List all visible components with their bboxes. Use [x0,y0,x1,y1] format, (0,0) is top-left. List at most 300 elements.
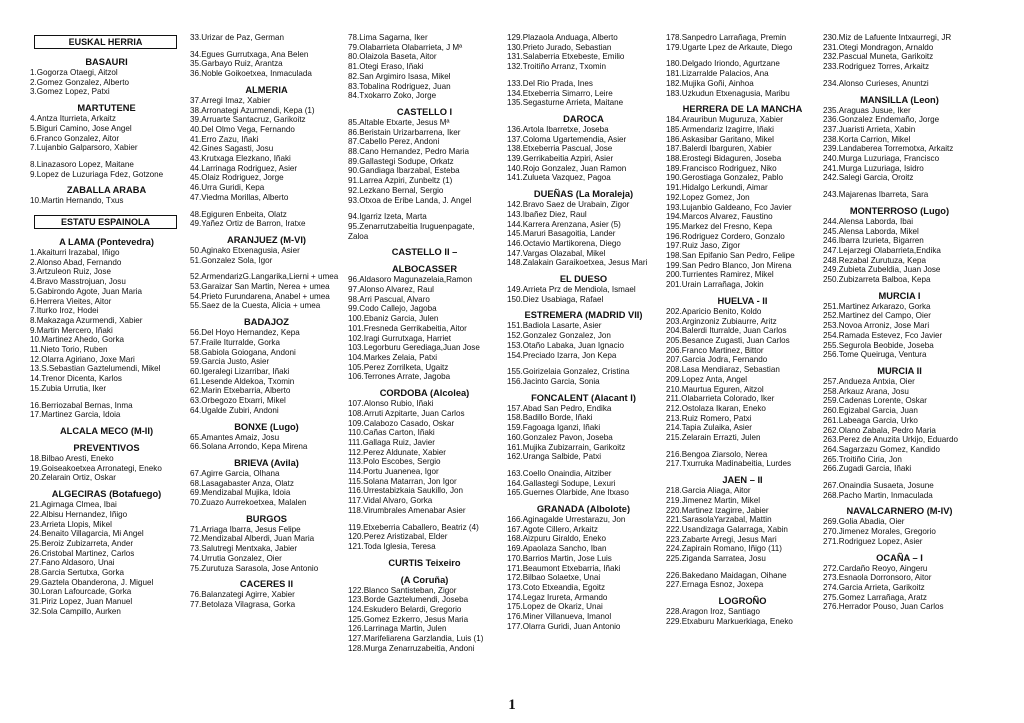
column-3 [348,33,501,654]
prisoner-entry: 34.Egues Gurrutxaga, Ana Belen [190,49,309,59]
prisoner-entry: 160.Gonzalez Pavon, Joseba [507,432,613,442]
prisoner-entry: 53.Garaizar San Martin, Nerea + umea [190,282,330,292]
prisoner-entry: 129.Plazaola Anduaga, Alberto [507,33,618,42]
prisoner-entry: 98.Arri Pascual, Alvaro [348,294,430,304]
prisoner-entry: 211.Olabarrieta Colorado, Iker [666,394,775,404]
prisoner-entry: 67.Agirre Garcia, Olhana [190,468,280,478]
prisoner-entry: 140.Rojo Gonzalez, Juan Ramon [507,163,627,173]
prisoner-entry: 153.Otaño Labaka, Juan Ignacio [507,340,624,350]
spacer [507,72,660,79]
prisoner-entry: 204.Balerdi Iturralde, Juan Carlos [666,326,787,336]
prisoner-entry: 188.Erostegi Bidaguren, Joseba [666,154,782,164]
prisoner-entry: 147.Vargas Olazabal, Mikel [507,248,606,258]
prisoner-entry: 190.Gerostiaga Gonzalez, Pablo [666,173,783,183]
prisoner-entry: 207.Garcia Jodra, Fernando [666,355,768,365]
prisoner-entry: 209.Lopez Anta, Angel [666,374,748,384]
prisoner-entry: 27.Fano Aldasoro, Unai [30,558,115,568]
prisoner-entry: 197.Ruiz Jaso, Zigor [666,241,741,251]
prisoner-entry: 99.Codo Callejo, Jagoba [348,304,437,314]
prisoner-entry: 191.Hidalgo Lerkundi, Aimar [666,183,768,193]
prisoner-entry: 208.Lasa Mendiaraz, Sebastian [666,365,780,375]
prisoner-entry: 55.Saez de la Cuesta, Alicia + umea [190,301,321,311]
prisoner-entry: 6.Franco Gonzalez, Aitor [30,133,120,143]
prisoner-entry: 2.Gomez Gonzalez, Alberto [30,77,129,87]
prisoner-entry: 8.Linazasoro Lopez, Maitane [30,159,134,169]
prisoner-entry: 175.Lopez de Okariz, Unai [507,602,603,612]
prisoner-entry: 73.Salutregi Mentxaka, Jabier [190,544,298,554]
prisoner-entry: 173.Coto Etxeandia, Egoitz [507,582,606,592]
prisoner-entry: 7.Iturko Iroz, Hodei [30,306,99,316]
prisoner-entry: 177.Olarra Guridi, Juan Antonio [507,621,621,631]
prisoner-entry: 3.Gomez Lopez, Patxi [30,87,110,97]
prisoner-entry: 132.Troitiño Arranz, Txomin [507,62,606,72]
prisoner-entry: 92.Lezkano Bernal, Sergio [348,185,444,195]
prisoner-entry: 30.Loran Lafourcade, Gorka [30,587,132,597]
prisoner-entry: 8.Makazaga Azurmendi, Xabier [30,315,143,325]
prisoner-entry: 246.Ibarra Izurieta, Bigarren [823,236,924,246]
prisoner-entry: 137.Coloma Ugartemendia, Asier [507,134,627,144]
prisoner-entry: 233.Rodriguez Torres, Arkaitz [823,62,930,72]
prisoner-entry: 192.Lopez Gomez, Jon [666,192,750,202]
prisoner-entry: 252.Martinez del Campo, Oier [823,311,931,321]
prisoner-entry: 5.Gabirondo Agote, Juan Maria [30,286,143,296]
prisoner-entry: 250.Zubizarreta Balboa, Kepa [823,275,931,285]
prisoner-entry: 155.Goirizelaia Gonzalez, Cristina [507,367,630,377]
prisoner-entry: 206.Franco Martinez, Bittor [666,345,764,355]
prisoner-entry: 194.Marcos Alvarez, Faustino [666,212,773,222]
prisoner-entry: 66.Solana Arrondo, Kepa Mirena [190,442,308,452]
prisoner-entry: 159.Fagoaga Iganzi, Iñaki [507,423,601,433]
prison-heading: ALCALA MECO (M-II) [59,425,154,436]
page-number: 1 [508,697,516,713]
prison-heading: BASAURI [85,57,128,67]
prisoner-entry: 178.Sanpedro Larrañaga, Premin [666,33,787,42]
prisoner-entry: 259.Cadenas Lorente, Oskar [823,396,927,406]
prisoner-entry: 265.Troitiño Ciria, Jon [823,454,902,464]
prisoner-entry: 77.Betolaza Vilagrasa, Gorka [190,599,296,609]
prison-heading: NAVALCARNERO (M-IV) [846,506,953,517]
prison-heading: BONXE (Lugo) [234,421,299,432]
prisoner-entry: 64.Ugalde Zubiri, Andoni [190,405,279,415]
prisoner-entry: 2.Alonso Abad, Fernando [30,257,122,267]
prisoner-entry: 260.Egizabal Garcia, Juan [823,406,918,416]
prisoner-entry: 163.Coello Onaindia, Aitziber [507,468,612,478]
prisoner-entry: 141.Zulueta Vazquez, Pagoa [507,173,611,183]
prisoner-entry: 69.Mendizabal Mujika, Idoia [190,488,291,498]
prisoner-entry: 258.Arkauz Arana, Josu [823,386,909,396]
prisoner-entry: 171.Beaumont Etxebarria, Iñaki [507,563,621,573]
prisoner-entry: 241.Murga Luzuriaga, Isidro [823,163,924,173]
spacer [190,203,343,210]
prisoner-entry: 203.Arginzoniz Zubiaurre, Aritz [666,316,777,326]
prisoner-entry: 150.Diez Usabiaga, Rafael [507,294,604,304]
prisoner-entry: 101.Fresneda Gerrikabeitia, Aitor [348,323,467,333]
prison-heading: ALMERIA [245,84,288,95]
prisoner-entry: 128.Murga Zenarruzabeitia, Andoni [348,643,475,653]
prisoner-entry: 65.Amantes Amaiz, Josu [190,432,280,442]
prisoner-entry: 166.Aginagalde Urrestarazu, Jon [507,515,626,525]
prisoner-entry: 72.Mendizabal Alberdi, Juan Maria [190,534,315,544]
prisoner-entry: 4.Bravo Masstrojuan, Josu [30,277,126,287]
prisoner-entry: 235.Araguas Jusue, Iker [823,105,911,115]
prisoner-entry: 139.Gerrikabeitia Azpiri, Asier [507,154,614,164]
prisoner-entry: 4.Antza Iturrieta, Arkaitz [30,114,116,124]
prisoner-entry: 215.Zelarain Errazti, Julen [666,433,761,443]
prisoner-entry: 125.Gomez Ezkerro, Jesus Maria [348,614,469,624]
prisoner-entry: 157.Abad San Pedro, Endika [507,403,612,413]
prisoner-entry: 102.Iragi Gurrutxaga, Harriet [348,333,452,343]
prisoner-entry: 37.Arregi Imaz, Xabier [190,95,271,105]
prison-heading: EL DUESO [559,274,608,285]
prisoner-entry: 162.Uranga Salbide, Patxi [507,452,602,462]
prisoner-entry: 26.Cristobal Martinez, Carlos [30,548,135,558]
prisoner-entry: 127.Marifeliarena Garzlandia, Luis (1) [348,634,484,644]
prisoner-entry: 85.Altable Etxarte, Jesus Mª [348,117,450,127]
prisoner-entry: 151.Badiola Lasarte, Asier [507,321,602,331]
prisoner-entry: 144.Karrera Arenzana, Asier (5) [507,219,621,229]
prisoner-entry: 80.Olaizola Baseta, Aitor [348,52,437,62]
prisoner-entry: 142.Bravo Saez de Urabain, Zigor [507,200,630,210]
prisoner-entry: 113.Polo Escobes, Sergio [348,457,441,467]
prisoner-entry: 264.Sagarzazu Gomez, Kandido [823,444,940,454]
prisoner-entry: 267.Onaindia Susaeta, Josune [823,481,934,491]
prisoner-entry: 31.Piriz Lopez, Juan Manuel [30,597,133,607]
prison-heading: CASTELLO II – [391,247,458,258]
prisoner-entry: 247.Lejarzegi Olabarrieta,Endika [823,245,941,255]
prisoner-entry: 229.Etxaburu Markuerkiaga, Eneko [666,616,793,626]
prisoner-entry: 276.Herrador Pouso, Juan Carlos [823,602,944,612]
prisoner-entry: 146.Octavio Martikorena, Diego [507,238,621,248]
prisoner-entry: 91.Larrea Azpiri, Zunbeltz (1) [348,176,453,186]
prisoner-entry: 238.Korta Carrion, Mikel [823,134,911,144]
prisoner-entry: 136.Artola Ibarretxe, Joseba [507,124,609,134]
prison-heading: MURCIA II [877,365,922,376]
prisoner-entry: 100.Ebaniz Garcia, Julen [348,314,439,324]
prisoner-entry: 75.Zurutuza Sarasola, Jose Antonio [190,563,319,573]
prisoner-entry: 195.Markez del Fresno, Kepa [666,221,773,231]
prison-heading: BRIEVA (Avila) [234,457,299,468]
prisoner-entry: 149.Arrieta Prz de Mendiola, Ismael [507,285,636,295]
prisoner-entry: 24.Benaito Villagarcia, Mi Angel [30,529,144,539]
prisoner-entry: 86.Beristain Urizarbarrena, Iker [348,127,461,137]
prisoner-entry: 126.Larrinaga Martin, Julen [348,624,447,634]
prisoner-entry: 109.Calabozo Casado, Oskar [348,418,455,428]
prisoner-entry: 78.Lima Sagarna, Iker [348,33,428,42]
prisoner-entry: 274.Garcia Arrieta, Garikoitz [823,582,925,592]
prisoner-entry: 116.Urrestabizkaia Saukillo, Jon [348,486,464,496]
prisoner-entry: 90.Gandiaga Ibarzabal, Esteba [348,166,460,176]
prisoner-entry: 236.Gonzalez Endemaño, Jorge [823,115,940,125]
region-box-heading: EUSKAL HERRIA [34,35,177,49]
prisoner-entry: 44.Larrinaga Rodriguez, Asier [190,163,298,173]
prisoner-entry: 272.Cardaño Reoyo, Aingeru [823,563,928,573]
prisoner-entry: 199.San Pedro Blanco, Jon Mirena [666,260,792,270]
prisoner-entry: 94.Igarriz Izeta, Marta [348,212,427,222]
prisoner-entry: 224.Zapirain Romano, Iñigo (11) [666,544,782,554]
prisoner-entry: 61.Lesende Aldekoa, Txomin [190,376,295,386]
prison-heading: (A Coruña) [400,574,449,585]
prisoner-entry: 263.Perez de Anuzita Urkijo, Eduardo [823,435,958,445]
prisoner-entry: 130.Prieto Jurado, Sebastian [507,42,612,52]
prisoner-entry: 253.Novoa Arroniz, Jose Mari [823,321,930,331]
prison-heading: ALGECIRAS (Botafuego) [51,489,162,500]
prisoner-entry: 244.Alensa Laborda, Ibai [823,216,913,226]
prisoner-entry: 245.Alensa Laborda, Mikel [823,226,919,236]
prisoner-entry: 123.Borde Gaztelumendi, Joseba [348,595,469,605]
spacer [823,72,976,79]
prisoner-entry: 95.Zenarrutzabeitia Iruguenpagate, [348,221,475,231]
prisoner-entry: 180.Delgado Iriondo, Agurtzane [666,59,780,69]
prisoner-entry: 164.Gallastegi Sodupe, Lexuri [507,478,616,488]
prisoner-entry: 58.Gabiola Goiogana, Andoni [190,347,296,357]
prisoner-entry: 104.Markes Zelaia, Patxi [348,352,438,362]
prisoner-entry: 15.Zubia Urrutia, Iker [30,383,107,393]
prison-heading: ZABALLA ARABA [66,185,147,196]
prisoner-entry: 112.Perez Aldunate, Xabier [348,447,446,457]
prisoner-entry: 240.Murga Luzuriaga, Francisco [823,154,940,164]
column-2 [190,33,343,610]
prisoner-entry: 29.Gaztela Obanderona, J. Miguel [30,577,154,587]
prisoner-entry: 230.Miz de Lafuente Intxaurregi, JR [823,33,952,42]
spacer [823,474,976,481]
prisoner-entry: 255.Segurola Beobide, Joseba [823,340,934,350]
spacer [348,205,501,212]
prisoner-entry: 133.Del Rio Prada, Ines [507,78,593,88]
spacer [30,153,183,160]
prison-heading: ARANJUEZ (M-VI) [226,234,307,245]
prisoner-entry: 54.Prieto Furundarena, Anabel + umea [190,291,330,301]
prisoner-entry: 251.Martinez Arkarazo, Gorka [823,301,931,311]
prisoner-entry: 169.Apaolaza Sancho, Iban [507,544,607,554]
prisoner-entry: 68.Lasagabaster Anza, Olatz [190,478,294,488]
prisoner-entry: 275.Gomez Larrañaga, Aratz [823,592,927,602]
column-6 [823,33,976,612]
prisoner-entry: 218.Garcia Aliaga, Aitor [666,486,751,496]
prison-heading: DAROCA [563,113,604,124]
prisoner-entry: 121.Toda Iglesia, Teresa [348,541,436,551]
prisoner-entry: 40.Del Olmo Vega, Fernando [190,124,295,134]
prisoner-entry: 186.Askasibar Garitano, Mikel [666,134,774,144]
prisoner-entry: 103.Legorburu Gerediaga,Juan Jose [348,343,480,353]
prisoner-entry: 108.Arruti Azpitarte, Juan Carlos [348,408,465,418]
prisoner-entry: 216.Bengoa Ziarsolo, Nerea [666,449,768,459]
prison-heading: CORDOBA (Alcolea) [379,388,470,399]
prisoner-entry: 148.Zalakain Garaikoetxea, Jesus Mari [507,258,648,268]
prisoner-entry: 35.Garbayo Ruiz, Arantza [190,59,283,69]
prisoner-entry: 33.Urizar de Paz, German [190,33,285,42]
prisoner-entry: 179.Ugarte Lpez de Arkaute, Diego [666,42,793,52]
spacer [30,394,183,401]
prisoner-entry: 183.Uzkudun Etxenagusia, Maribu [666,88,790,98]
prisoner-entry: 118.Virumbrales Amenabar Asier [348,505,466,515]
prisoner-entry: 76.Balanzategi Agirre, Xabier [190,590,295,600]
prisoner-entry: 97.Alonso Alvarez, Raul [348,285,434,295]
spacer [507,360,660,367]
prisoner-entry: 167.Agote Cillero, Arkaitz [507,524,598,534]
prisoner-entry: 138.Etxeberria Pascual, Jose [507,144,613,154]
prisoner-entry: 12.Olarra Agiriano, Joxe Mari [30,354,135,364]
prisoner-entry: 223.Zabarte Arregi, Jesus Mari [666,534,777,544]
prisoner-entry: 271.Rodriguez Lopez, Asier [823,536,923,546]
prisoner-entry: 234.Alonso Curieses, Anuntzi [823,78,929,88]
prison-heading: GRANADA (Albolote) [536,504,631,515]
prisoner-entry: 62.Marin Etxebarria, Alberto [190,386,291,396]
prisoner-entry: 168.Aizpuru Giraldo, Eneko [507,534,606,544]
prisoner-entry: 176.Miner Villanueva, Imanol [507,612,612,622]
prisoner-entry: 210.Maurtua Eguren, Aitzol [666,384,764,394]
prisoner-entry: 18.Bilbao Aresti, Eneko [30,453,114,463]
prisoner-entry: 193.Lujanbio Galdeano, Fco Javier [666,202,792,212]
prisoner-entry: 50.Aginako Etxenagusia, Asier [190,245,300,255]
prisoner-entry: 83.Tobalina Rodriguez, Juan [348,81,451,91]
prisoner-entry: 105.Perez Zorrilketa, Ugaitz [348,362,449,372]
prisoner-entry: 52.ArmendarizG.Langarika,Lierni + umea [190,272,339,282]
prisoner-entry: 10.Martin Hernando, Txus [30,196,124,206]
prisoner-entry: 174.Legaz Irureta, Armando [507,592,608,602]
prisoner-entry: 185.Armendariz Izagirre, Iñaki [666,124,774,134]
prisoner-entry: 273.Esnaola Dorronsoro, Aitor [823,573,932,583]
prisoner-entry: 71.Arriaga Ibarra, Jesus Felipe [190,524,301,534]
prison-heading: LOGROÑO [718,596,767,607]
prisoner-entry: 145.Maruri Basagoitia, Lander [507,229,616,239]
prisoner-entry: 225.Ziganda Sarratea, Josu [666,554,766,564]
prison-heading: MURCIA I [878,290,921,301]
column-1 [30,33,183,617]
prisoner-entry: 143.Ibañez Diez, Raul [507,209,587,219]
prisoner-entry: 46.Urra Guridi, Kepa [190,183,265,193]
prisoner-entry: 232.Pascual Muneta, Garikoitz [823,52,934,62]
prisoner-entry: 21.Agirnaga Clmea, Ibai [30,500,117,510]
prison-heading: BURGOS [246,513,287,524]
prisoner-entry: 269.Golia Abadia, Oier [823,517,905,527]
prison-heading: FONCALENT (Alacant I) [531,392,636,403]
prisoner-entry: 181.Lizarralde Palacios, Ana [666,69,769,79]
prisoner-entry: 189.Francisco Rodriguez, Niko [666,163,777,173]
prisoner-entry: 106.Terrones Arrate, Jagoba [348,372,451,382]
prisoner-entry: 22.Albisu Hernandez, Iñigo [30,509,128,519]
prisoner-entry: 11.Nieto Torio, Ruben [30,345,108,355]
prisoner-entry: 32.Sola Campillo, Aurken [30,606,121,616]
prison-heading: OCAÑA – I [876,552,923,563]
prisoner-entry: 184.Arauribun Muguruza, Xabier [666,115,783,125]
prisoner-entry: 60.Igeralegi Lizarribar, Iñaki [190,366,290,376]
prison-heading: MARTUTENE [77,103,136,114]
prisoner-entry: 135.Segasturne Arrieta, Maitane [507,98,624,108]
prisoner-entry: 84.Txokarro Zoko, Jorge [348,91,437,101]
prisoner-entry: 122.Blanco Santisteban, Zigor [348,585,457,595]
prisoner-entry: 226.Bakedano Maidagan, Oihane [666,570,787,580]
column-5 [666,33,819,627]
prisoner-entry: 88.Cano Hernandez, Pedro Maria [348,147,470,157]
prison-heading: ESTREMERA (MADRID VII) [524,310,643,321]
prisoner-entry: 28.Garcia Sertutxa, Gorka [30,568,125,578]
prisoner-entry: 117.Vidal Alvaro, Gorka [348,496,433,506]
prisoner-entry: 42.Gines Sagasti, Josu [190,144,274,154]
prisoner-entry: 200.Turrientes Ramirez, Mikel [666,270,774,280]
prisoner-entry: 134.Etxeberria Simarro, Leire [507,88,613,98]
prison-heading: HERRERA DE LA MANCHA [682,104,803,115]
prisoner-entry: 38.Arronategi Azurmendi, Kepa (1) [190,105,315,115]
prisoner-entry: 214.Tapia Zulaika, Asier [666,423,752,433]
prisoner-entry: 5.Biguri Camino, Jose Angel [30,123,132,133]
spacer [666,443,819,450]
prisoner-entry: 74.Urrutia Gonzalez, Oier [190,553,282,563]
spacer [507,462,660,469]
prisoner-entry: 120.Perez Aristizabal, Elder [348,532,448,542]
prisoner-entry: 16.Berriozabal Bernas, Inma [30,400,133,410]
prisoner-entry: 205.Besance Zugasti, Juan Carlos [666,335,790,345]
prison-heading: MONTERROSO (Lugo) [849,205,950,216]
prisoner-entry: Zaloa [348,231,369,241]
prisoner-entry: 219.Jimenez Martin, Mikel [666,495,761,505]
prisoner-entry: 131.Salaberria Etxebeste, Emilio [507,52,625,62]
prisoner-entry: 6.Herrera Vieites, Aitor [30,296,112,306]
prison-heading: ALBOCASSER [391,264,458,275]
prisoner-entry: 23.Arrieta Llopis, Mikel [30,519,112,529]
prisoner-entry: 13.S.Sebastian Gaztelumendi, Mikel [30,364,161,374]
prisoner-entry: 87.Cabello Perez, Andoni [348,137,440,147]
spacer [190,265,343,272]
prisoner-entry: 196.Rodriguez Cordero, Gonzalo [666,231,785,241]
spacer [30,206,183,213]
prisoner-entry: 9.Martin Mercero, Iñaki [30,325,113,335]
prisoner-entry: 124.Eskudero Belardi, Gregorio [348,605,462,615]
prisoner-entry: 57.Fraile Iturralde, Gorka [190,337,280,347]
prisoner-entry: 212.Ostolaza Ikaran, Eneko [666,403,766,413]
spacer [190,43,343,50]
prisoner-entry: 20.Zelarain Ortiz, Oskar [30,473,116,483]
prisoner-entry: 41.Erro Zazu, Iñaki [190,134,259,144]
prison-heading: HUELVA - II [717,295,768,306]
prisoner-entry: 70.Zuazo Aurrekoetxea, Malalen [190,498,307,508]
prison-heading: PREVENTIVOS [73,442,140,453]
prisoner-entry: 82.San Argimiro Isasa, Mikel [348,71,451,81]
prisoner-entry: 156.Jacinto Garcia, Sonia [507,376,600,386]
prisoner-entry: 48.Egiguren Enbeita, Olatz [190,209,287,219]
spacer [666,564,819,571]
prison-heading: CURTIS Teixeiro [388,557,461,568]
prisoner-entry: 79.Olabarrieta Olabarrieta, J Mª [348,42,463,52]
prisoner-entry: 243.Majarenas Ibarreta, Sara [823,190,929,200]
spacer [666,52,819,59]
prisoner-entry: 158.Badillo Borde, Iñaki [507,413,593,423]
prisoner-entry: 266.Zugadi Garcia, Iñaki [823,464,912,474]
prisoner-entry: 217.Txurruka Madinabeitia, Lurdes [666,459,792,469]
prisoner-entry: 257.Andueza Antxia, Oier [823,376,915,386]
spacer [348,516,501,523]
prisoner-entry: 107.Alonso Rubio, Iñaki [348,399,434,409]
prisoner-entry: 256.Tome Queiruga, Ventura [823,350,927,360]
column-4 [507,33,660,631]
prisoner-entry: 154.Preciado Izarra, Jon Kepa [507,350,617,360]
prisoner-entry: 36.Noble Goikoetxea, Inmaculada [190,69,312,79]
prisoner-entry: 261.Labeaga Garcia, Urko [823,415,918,425]
region-box-heading: ESTATU ESPAINOLA [34,215,177,229]
prisoner-entry: 47.Viedma Morillas, Alberto [190,192,289,202]
prisoner-entry: 3.Artzuleon Ruiz, Jose [30,267,111,277]
prisoner-entry: 182.Mujika Goñi, Ainhoa [666,78,754,88]
prisoner-entry: 39.Arruarte Santacruz, Garikoitz [190,115,306,125]
prisoner-entry: 165.Guernes Olarbide, Ane Itxaso [507,488,629,498]
prisoner-entry: 19.Goiseakoetxea Arronategi, Eneko [30,463,162,473]
prisoner-entry: 268.Pacho Martin, Inmaculada [823,490,933,500]
prisoner-entry: 56.Del Hoyo Hernandez, Kepa [190,328,300,338]
prisoner-entry: 49.Yañez Ortiz de Barron, Iratxe [190,219,306,229]
spacer [823,183,976,190]
prisoner-entry: 152.Gonzalez Gonzalez, Jon [507,331,611,341]
prisoner-entry: 10.Martinez Ahedo, Gorka [30,335,125,345]
prisoner-entry: 114.Portu Juanenea, Igor [348,467,439,477]
